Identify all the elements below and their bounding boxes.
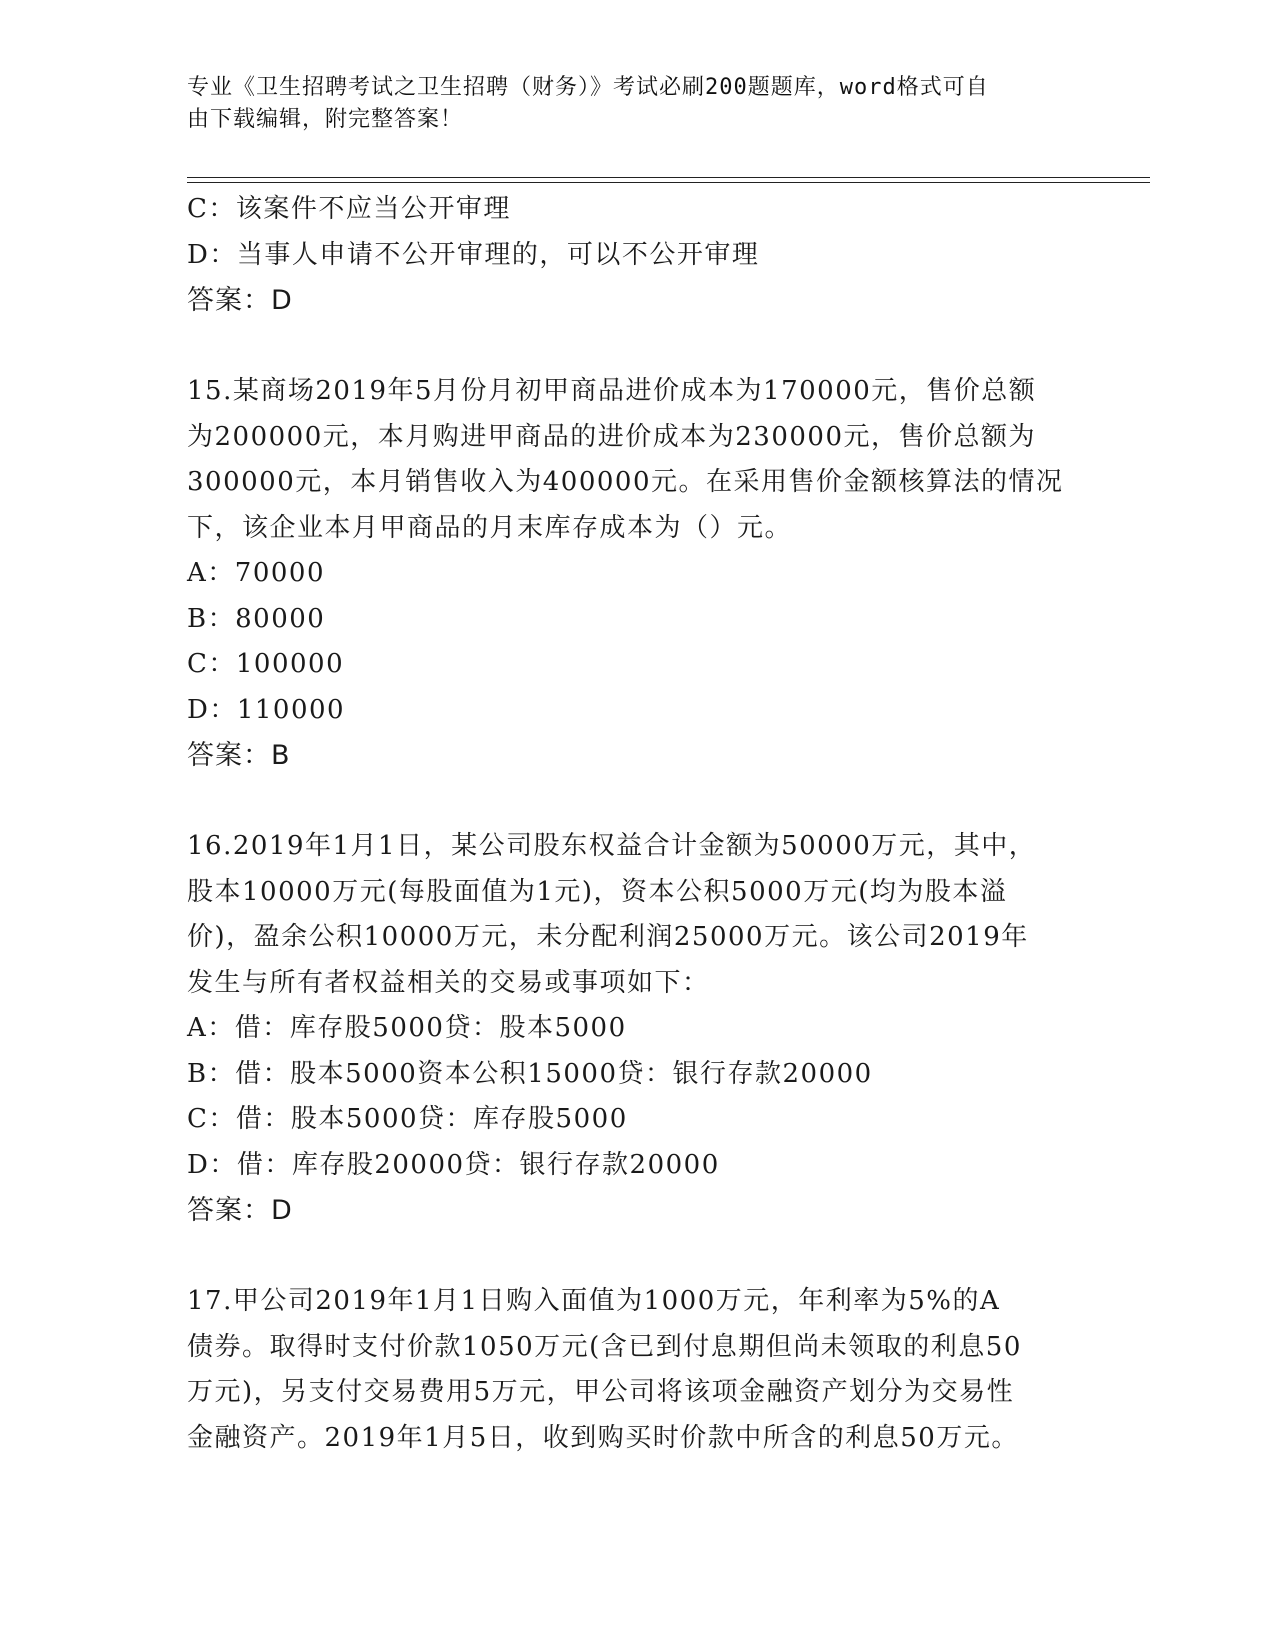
document-body (187, 187, 1087, 1461)
question-17 (187, 1279, 1087, 1461)
question-text-line: 发生与所有者权益相关的交易或事项如下： (187, 967, 710, 998)
question-16 (187, 824, 1087, 1234)
question-text-line: 17.甲公司2019年1月1日购入面值为1000万元，年利率为5%的A (187, 1286, 1001, 1316)
option-a: A：借：库存股5000贷：股本5000 (187, 1013, 627, 1043)
spacer (187, 1234, 1087, 1280)
header-line-1: 专业《卫生招聘考试之卫生招聘（财务）》考试必刷200题题库，word格式可自 (187, 75, 989, 100)
question-text-line: 300000元，本月销售收入为400000元。在采用售价金额核算法的情况 (187, 467, 1064, 497)
header-divider-bottom (187, 182, 1150, 183)
question-text-line: 万元)，另支付交易费用5万元，甲公司将该项金融资产划分为交易性 (187, 1377, 1015, 1407)
answer-line: 答案：D (187, 285, 293, 316)
answer-line: 答案：B (187, 740, 291, 771)
answer-line: 答案：D (187, 1195, 293, 1226)
question-15 (187, 369, 1087, 779)
option-c: C：该案件不应当公开审理 (187, 194, 511, 224)
option-d: D：110000 (187, 694, 346, 725)
option-c: C：借：股本5000贷：库存股5000 (187, 1104, 628, 1134)
option-b: B：借：股本5000资本公积15000贷：银行存款20000 (187, 1058, 873, 1089)
question-text-line: 价)，盈余公积10000万元，未分配利润25000万元。该公司2019年 (187, 922, 1029, 952)
option-a: A：70000 (187, 558, 325, 588)
header-line-2: 由下载编辑，附完整答案！ (187, 107, 464, 132)
question-text-line: 为200000元，本月购进甲商品的进价成本为230000元，售价总额为 (187, 421, 1037, 452)
spacer (187, 324, 1087, 370)
option-d: D：借：库存股20000贷：银行存款20000 (187, 1149, 720, 1180)
option-b: B：80000 (187, 603, 326, 634)
question-text-line: 金融资产。2019年1月5日，收到购买时价款中所含的利息50万元。 (187, 1422, 1019, 1453)
question-text-line: 股本10000万元(每股面值为1元)，资本公积5000万元(均为股本溢 (187, 876, 1008, 907)
option-c: C：100000 (187, 649, 345, 679)
spacer (187, 779, 1087, 825)
question-text-line: 下，该企业本月甲商品的月末库存成本为（）元。 (187, 512, 793, 543)
option-d: D：当事人申请不公开审理的，可以不公开审理 (187, 239, 760, 270)
question-text-line: 16.2019年1月1日，某公司股东权益合计金额为50000万元，其中， (187, 831, 1037, 861)
page-header (187, 72, 1067, 136)
question-14-tail (187, 187, 1087, 324)
question-text-line: 15.某商场2019年5月份月初甲商品进价成本为170000元，售价总额 (187, 376, 1037, 406)
header-divider-top (187, 177, 1150, 178)
question-text-line: 债券。取得时支付价款1050万元(含已到付息期但尚未领取的利息50 (187, 1331, 1022, 1362)
